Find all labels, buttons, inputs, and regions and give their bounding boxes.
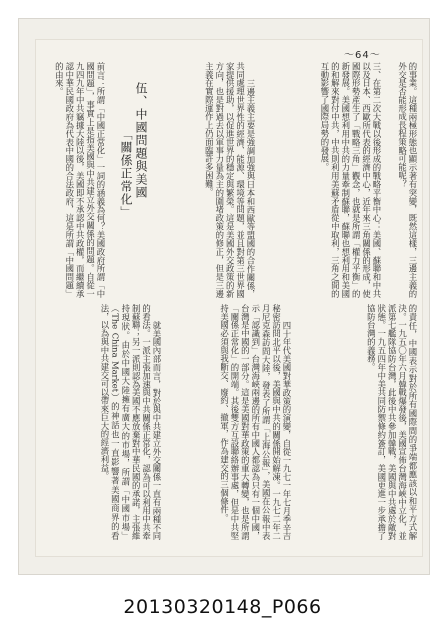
- paragraph-text: 的事業。這種兩極形態也顯示著有突變，既然這樣，三邊主義的外交是否能形成長程策略可能呢？: [397, 62, 418, 298]
- paragraph-numbered-three: [264, 62, 382, 298]
- top-half: [36, 62, 422, 302]
- section-heading: [112, 82, 148, 282]
- paragraph-policy-evolution: [168, 304, 292, 540]
- paragraph-text: 三、在第二次大戰以後形成的戰略平衡中心：美國、蘇聯和中共以及日本、西歐所代表的經濟中心，近年來三角關係的形成，使國際形勢產生了「戰略三角」觀念，也就是所謂「權力平衡」的新發展。美國想利用中共的力量牽制蘇聯，蘇聯也想利用和美國的和解來對付中共，中共則利用美蘇矛盾從中取利，三角之間的互動影響了國際局勢的發展。: [319, 62, 382, 298]
- paragraph-text: 前言：所謂「中國正常化」一詞的涵義為何？美國政府所謂「中國問題」，事實上是指美國與中共建立外交關係的問題。自從一九四九年中共竊據大陸以後，美國即不承認中共政權，而繼續承認中華民國政府為代表中國的合法政府，這是所謂「中國問題」的由來。: [54, 62, 106, 298]
- section-heading-line1: 伍、中國問題與美國: [134, 82, 148, 199]
- paragraph-text: 的責任，中國表示對於所有國際間的爭端都應該以和平方式解決。一九五〇年六月韓戰爆發後，美國宣佈台灣海峽中立化，並派第七艦隊協防台灣，此後中共參加韓戰，美國與中共處於敵對狀態。一九五四年中美共同防禦條約簽訂，美國更進一步承擔了協防台灣的義務。: [366, 304, 418, 540]
- paragraph-text: 四十年代美國對華政策的演變，自從一九七一年七月季辛吉秘密訪問北平以後，美國與中共的關係開始解凍。一九七二年二月尼克森訪問大陸，發表了所謂「上海公報」，美國在公報中表示「認識到」台灣海峽兩邊的所有中國人都認為只有一個中國，台灣是中國的一部分。這是美國對華政策的重大轉變，也是所謂「關係正常化」的開端。其後雙方互設聯絡辦事處，但是中共堅持美國必須與我斷交、廢約、撤軍，作為建交的三個條件。: [219, 304, 292, 540]
- paragraph-text: 就美國內部而言，對於與中共建立外交關係一直有兩種不同的看法。一派主張加速與中共關係正常化，認為可以利用中共牽制蘇聯；另一派則認為美國不應放棄對中華民國的承諾，主張維持現狀。由於中國大陸擁有廣大的市場，所謂「中國市場」（The China Market）的神話也一直影響著美國商界的看法，以為與中共建交可以帶來巨大的經濟利益。: [99, 304, 162, 540]
- paragraph-trilateralism: [156, 62, 256, 298]
- paragraph-text: 三邊主義主要是強調加強與日本和西歐等盟國的合作關係，共同處理世界性的經濟、能源、環境等問題，並且對第三世界國家提供援助，以促進世界的穩定與繁榮。這是美國外交政策的新方向，也是對過去以軍事力量為主的圍堵政策的修正，但是三邊主義在實際運作上仍面臨許多困難。: [204, 62, 256, 298]
- section-heading-line2: 「關係正常化」: [119, 128, 133, 219]
- paragraph-china-question: [40, 62, 106, 298]
- paragraph-continuation: [388, 62, 418, 298]
- paragraph-responsibility: [298, 304, 418, 540]
- paragraph-china-market: [40, 304, 162, 540]
- document-page: [36, 40, 422, 556]
- image-caption: 20130320148_P066: [123, 596, 322, 618]
- page-number: 〜64〜: [344, 50, 381, 61]
- bottom-half: [36, 304, 422, 544]
